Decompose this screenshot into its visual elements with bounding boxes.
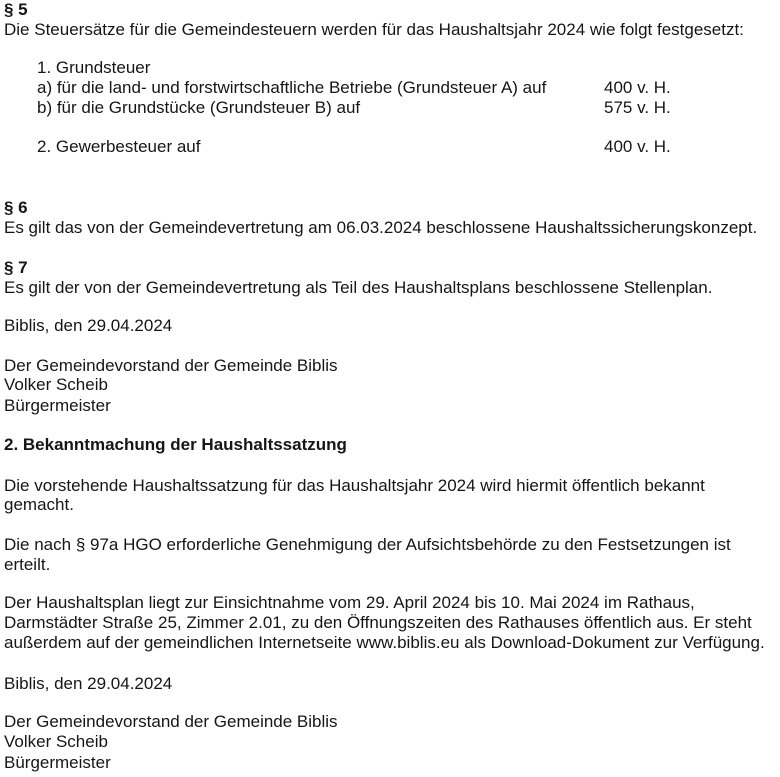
grundsteuer-b-value: 575 v. H. — [604, 98, 671, 117]
grundsteuer-label: 1. Grundsteuer — [37, 58, 151, 77]
section6-text: Es gilt das von der Gemeindevertretung am 06.03.2024 beschlossene Haushaltssicherungskonzept. — [4, 218, 758, 237]
announcement-paragraph3-line: außerdem auf der gemeindlichen Internetseite www.biblis.eu als Download-Dokument zur Verfügung. — [4, 633, 765, 652]
signature2-name: Volker Scheib — [4, 732, 108, 751]
signature1-title: Bürgermeister — [4, 396, 111, 415]
announcement-paragraph3-line: Der Haushaltsplan liegt zur Einsichtnahme vom 29. April 2024 bis 10. Mai 2024 im Rathaus, — [4, 593, 695, 612]
announcement-paragraph1-line: Die vorstehende Haushaltssatzung für das Haushaltsjahr 2024 wird hiermit öffentlich bekannt — [4, 476, 705, 495]
grundsteuer-a-label: a) für die land- und forstwirtschaftliche Betriebe (Grundsteuer A) auf — [37, 78, 547, 97]
section6-heading: § 6 — [4, 198, 28, 217]
announcement-paragraph3-line: Darmstädter Straße 25, Zimmer 2.01, zu den Öffnungszeiten des Rathauses öffentlich aus. Er steht — [4, 613, 752, 632]
signature1-place-date: Biblis, den 29.04.2024 — [4, 316, 173, 335]
section5-intro: Die Steuersätze für die Gemeindesteuern werden für das Haushaltsjahr 2024 wie folgt festgesetzt: — [4, 20, 744, 39]
signature2-title: Bürgermeister — [4, 753, 111, 772]
signature2-body: Der Gemeindevorstand der Gemeinde Biblis — [4, 712, 338, 731]
gewerbesteuer-label: 2. Gewerbesteuer auf — [37, 137, 201, 156]
announcement-heading: 2. Bekanntmachung der Haushaltssatzung — [4, 435, 347, 454]
signature1-body: Der Gemeindevorstand der Gemeinde Biblis — [4, 356, 338, 375]
section5-heading: § 5 — [4, 0, 28, 19]
section7-text: Es gilt der von der Gemeindevertretung als Teil des Haushaltsplans beschlossene Stellenplan. — [4, 278, 713, 297]
grundsteuer-b-label: b) für die Grundstücke (Grundsteuer B) auf — [37, 98, 361, 117]
announcement-paragraph2-line: erteilt. — [4, 555, 51, 574]
gewerbesteuer-value: 400 v. H. — [604, 137, 671, 156]
signature1-name: Volker Scheib — [4, 375, 108, 394]
signature2-place-date: Biblis, den 29.04.2024 — [4, 674, 173, 693]
grundsteuer-a-value: 400 v. H. — [604, 78, 671, 97]
section7-heading: § 7 — [4, 258, 28, 277]
announcement-paragraph2-line: Die nach § 97a HGO erforderliche Genehmigung der Aufsichtsbehörde zu den Festsetzungen ist — [4, 535, 731, 554]
announcement-paragraph1-line: gemacht. — [4, 495, 74, 514]
